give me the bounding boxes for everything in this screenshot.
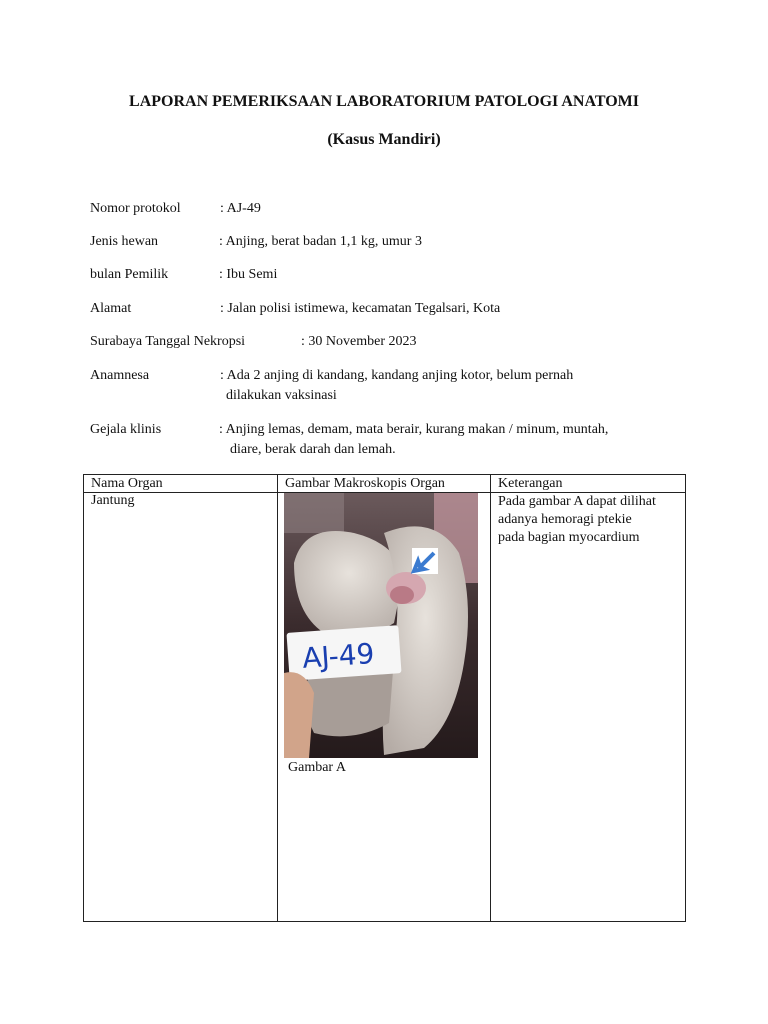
keterangan-line2: adanya hemoragi ptekie [498, 512, 632, 527]
photo-caption: Gambar A [288, 760, 346, 775]
table-row [84, 493, 686, 922]
photo-cell [278, 493, 491, 922]
tanggal-value: : 30 November 2023 [301, 334, 417, 349]
macroscopic-photo [284, 493, 478, 758]
nomor-label: Nomor protokol [90, 201, 181, 216]
keterangan-line1: Pada gambar A dapat dilihat [498, 494, 656, 509]
table-header-row [84, 475, 686, 493]
organ-name: Jantung [84, 493, 278, 922]
report-subtitle: (Kasus Mandiri) [327, 131, 441, 148]
tanggal-label: Surabaya Tanggal Nekropsi [90, 334, 246, 349]
header-nama-organ: Nama Organ [84, 475, 278, 493]
gejala-label: Gejala klinis [90, 422, 162, 437]
anamnesa-line2: dilakukan vaksinasi [226, 388, 337, 403]
gejala-line2: diare, berak darah dan lemah. [230, 442, 396, 457]
gejala-line1: : Anjing lemas, demam, mata berair, kurang makan / minum, muntah, [219, 422, 609, 437]
sample-label-text: AJ-49 [301, 636, 376, 675]
anamnesa-label: Anamnesa [90, 368, 150, 383]
organ-table [83, 474, 686, 922]
keterangan-line3: pada bagian myocardium [498, 530, 640, 545]
nomor-value: : AJ-49 [220, 201, 261, 216]
jenis-value: : Anjing, berat badan 1,1 kg, umur 3 [219, 234, 422, 249]
anamnesa-line1: : Ada 2 anjing di kandang, kandang anjing kotor, belum pernah [220, 368, 574, 383]
keterangan-cell [491, 493, 686, 922]
header-keterangan: Keterangan [491, 475, 686, 493]
header-gambar: Gambar Makroskopis Organ [278, 475, 491, 493]
jenis-label: Jenis hewan [90, 234, 159, 249]
pemilik-value: : Ibu Semi [219, 267, 278, 282]
pemilik-label: bulan Pemilik [90, 267, 169, 282]
alamat-label: Alamat [90, 301, 132, 316]
report-title: LAPORAN PEMERIKSAAN LABORATORIUM PATOLOGI ANATOMI [129, 93, 639, 110]
alamat-value: : Jalan polisi istimewa, kecamatan Tegalsari, Kota [220, 301, 501, 316]
